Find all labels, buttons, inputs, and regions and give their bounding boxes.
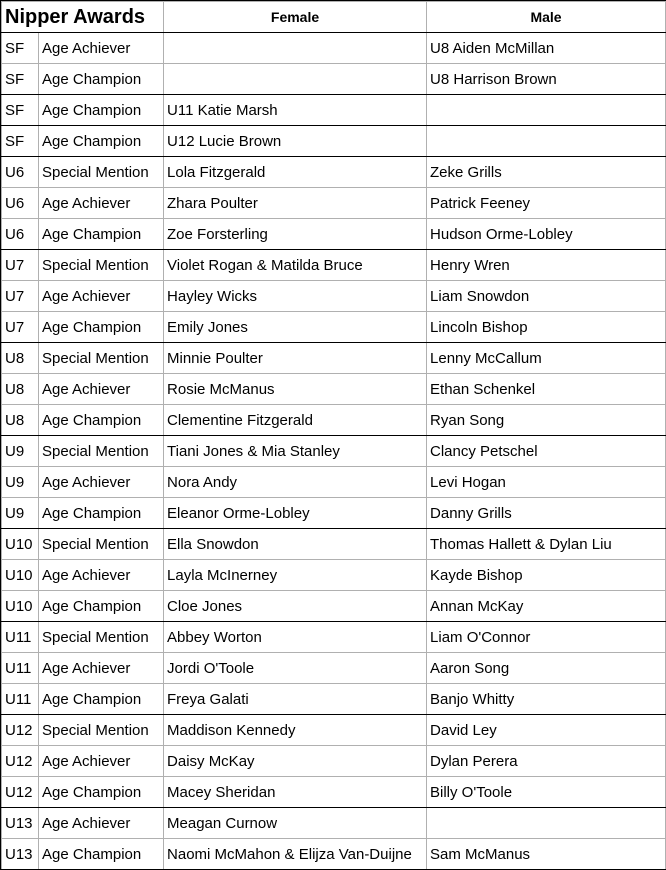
table-row [2,746,666,777]
award-rows [2,33,666,870]
male-winner-cell: Aaron Song [427,653,666,684]
female-winner-cell: Cloe Jones [164,591,427,622]
male-winner-cell: Annan McKay [427,591,666,622]
male-winner-cell: Liam Snowdon [427,281,666,312]
award-cell: Age Achiever [39,746,164,777]
award-cell: Special Mention [39,250,164,281]
table-row [2,684,666,715]
table-title: Nipper Awards [2,2,164,33]
female-winner-cell: Zhara Poulter [164,188,427,219]
female-winner-cell: Freya Galati [164,684,427,715]
award-cell: Special Mention [39,622,164,653]
female-winner-cell: U12 Lucie Brown [164,126,427,157]
award-cell: Age Champion [39,498,164,529]
female-winner-cell: Eleanor Orme-Lobley [164,498,427,529]
female-winner-cell: Minnie Poulter [164,343,427,374]
award-cell: Age Champion [39,219,164,250]
award-cell: Special Mention [39,529,164,560]
age-cell: U11 [2,653,39,684]
age-cell: U7 [2,312,39,343]
table-row [2,33,666,64]
female-winner-cell: Ella Snowdon [164,529,427,560]
male-winner-cell: Zeke Grills [427,157,666,188]
female-winner-cell: Hayley Wicks [164,281,427,312]
male-winner-cell: Kayde Bishop [427,560,666,591]
table-row [2,498,666,529]
age-cell: U6 [2,157,39,188]
female-winner-cell: Violet Rogan & Matilda Bruce [164,250,427,281]
header-row [2,2,666,33]
female-winner-cell: Tiani Jones & Mia Stanley [164,436,427,467]
award-cell: Age Champion [39,839,164,870]
award-cell: Special Mention [39,157,164,188]
award-cell: Age Champion [39,405,164,436]
male-winner-cell: Henry Wren [427,250,666,281]
female-winner-cell: Lola Fitzgerald [164,157,427,188]
female-winner-cell: Rosie McManus [164,374,427,405]
table-row [2,343,666,374]
award-cell: Age Achiever [39,808,164,839]
age-cell: SF [2,64,39,95]
age-cell: U6 [2,219,39,250]
age-cell: U10 [2,529,39,560]
table-row [2,95,666,126]
nipper-awards-table [1,1,666,870]
male-winner-cell: Banjo Whitty [427,684,666,715]
male-winner-cell: Ethan Schenkel [427,374,666,405]
table-row [2,622,666,653]
award-cell: Special Mention [39,343,164,374]
age-cell: U13 [2,808,39,839]
table-row [2,777,666,808]
table-row [2,653,666,684]
table-row [2,405,666,436]
age-cell: U12 [2,715,39,746]
female-winner-cell [164,64,427,95]
age-cell: U12 [2,746,39,777]
table-row [2,715,666,746]
male-winner-cell: Danny Grills [427,498,666,529]
age-cell: U13 [2,839,39,870]
award-cell: Age Achiever [39,467,164,498]
male-winner-cell: Dylan Perera [427,746,666,777]
award-cell: Age Achiever [39,560,164,591]
award-cell: Special Mention [39,436,164,467]
table-row [2,808,666,839]
male-winner-cell: Clancy Petschel [427,436,666,467]
table-row [2,126,666,157]
female-winner-cell: U11 Katie Marsh [164,95,427,126]
female-winner-cell: Meagan Curnow [164,808,427,839]
age-cell: U9 [2,467,39,498]
male-winner-cell: Lenny McCallum [427,343,666,374]
award-cell: Age Achiever [39,374,164,405]
male-winner-cell: Liam O'Connor [427,622,666,653]
award-cell: Age Champion [39,312,164,343]
male-winner-cell: Patrick Feeney [427,188,666,219]
age-cell: U11 [2,622,39,653]
male-winner-cell: Thomas Hallett & Dylan Liu [427,529,666,560]
age-cell: SF [2,95,39,126]
age-cell: U9 [2,436,39,467]
table-row [2,560,666,591]
female-winner-cell: Zoe Forsterling [164,219,427,250]
female-winner-cell: Jordi O'Toole [164,653,427,684]
male-winner-cell: Ryan Song [427,405,666,436]
award-cell: Age Champion [39,126,164,157]
male-winner-cell: U8 Aiden McMillan [427,33,666,64]
table-row [2,467,666,498]
table-row [2,157,666,188]
male-winner-cell: U8 Harrison Brown [427,64,666,95]
table-row [2,839,666,870]
age-cell: U7 [2,250,39,281]
male-winner-cell: Billy O'Toole [427,777,666,808]
table-row [2,250,666,281]
award-cell: Age Champion [39,591,164,622]
award-cell: Age Champion [39,95,164,126]
award-cell: Special Mention [39,715,164,746]
male-winner-cell: Hudson Orme-Lobley [427,219,666,250]
award-cell: Age Achiever [39,653,164,684]
award-cell: Age Champion [39,777,164,808]
female-winner-cell: Naomi McMahon & Elijza Van-Duijne [164,839,427,870]
age-cell: U12 [2,777,39,808]
female-winner-cell: Nora Andy [164,467,427,498]
male-winner-cell [427,126,666,157]
female-winner-cell: Emily Jones [164,312,427,343]
table-row [2,281,666,312]
table-row [2,188,666,219]
age-cell: U10 [2,560,39,591]
male-winner-cell: Lincoln Bishop [427,312,666,343]
table-row [2,591,666,622]
male-winner-cell: David Ley [427,715,666,746]
age-cell: U9 [2,498,39,529]
age-cell: U8 [2,405,39,436]
age-cell: U6 [2,188,39,219]
table-row [2,64,666,95]
table-row [2,312,666,343]
award-cell: Age Champion [39,64,164,95]
table-row [2,219,666,250]
award-cell: Age Achiever [39,281,164,312]
table-row [2,529,666,560]
age-cell: U11 [2,684,39,715]
age-cell: U10 [2,591,39,622]
age-cell: SF [2,33,39,64]
age-cell: U8 [2,343,39,374]
male-header: Male [427,2,666,33]
female-winner-cell: Clementine Fitzgerald [164,405,427,436]
age-cell: U8 [2,374,39,405]
award-cell: Age Achiever [39,188,164,219]
female-winner-cell: Daisy McKay [164,746,427,777]
table-row [2,436,666,467]
female-winner-cell: Maddison Kennedy [164,715,427,746]
male-winner-cell: Levi Hogan [427,467,666,498]
male-winner-cell: Sam McManus [427,839,666,870]
award-cell: Age Champion [39,684,164,715]
female-winner-cell: Macey Sheridan [164,777,427,808]
male-winner-cell [427,808,666,839]
male-winner-cell [427,95,666,126]
age-cell: SF [2,126,39,157]
table-row [2,374,666,405]
female-header: Female [164,2,427,33]
award-cell: Age Achiever [39,33,164,64]
female-winner-cell: Abbey Worton [164,622,427,653]
female-winner-cell [164,33,427,64]
female-winner-cell: Layla McInerney [164,560,427,591]
age-cell: U7 [2,281,39,312]
